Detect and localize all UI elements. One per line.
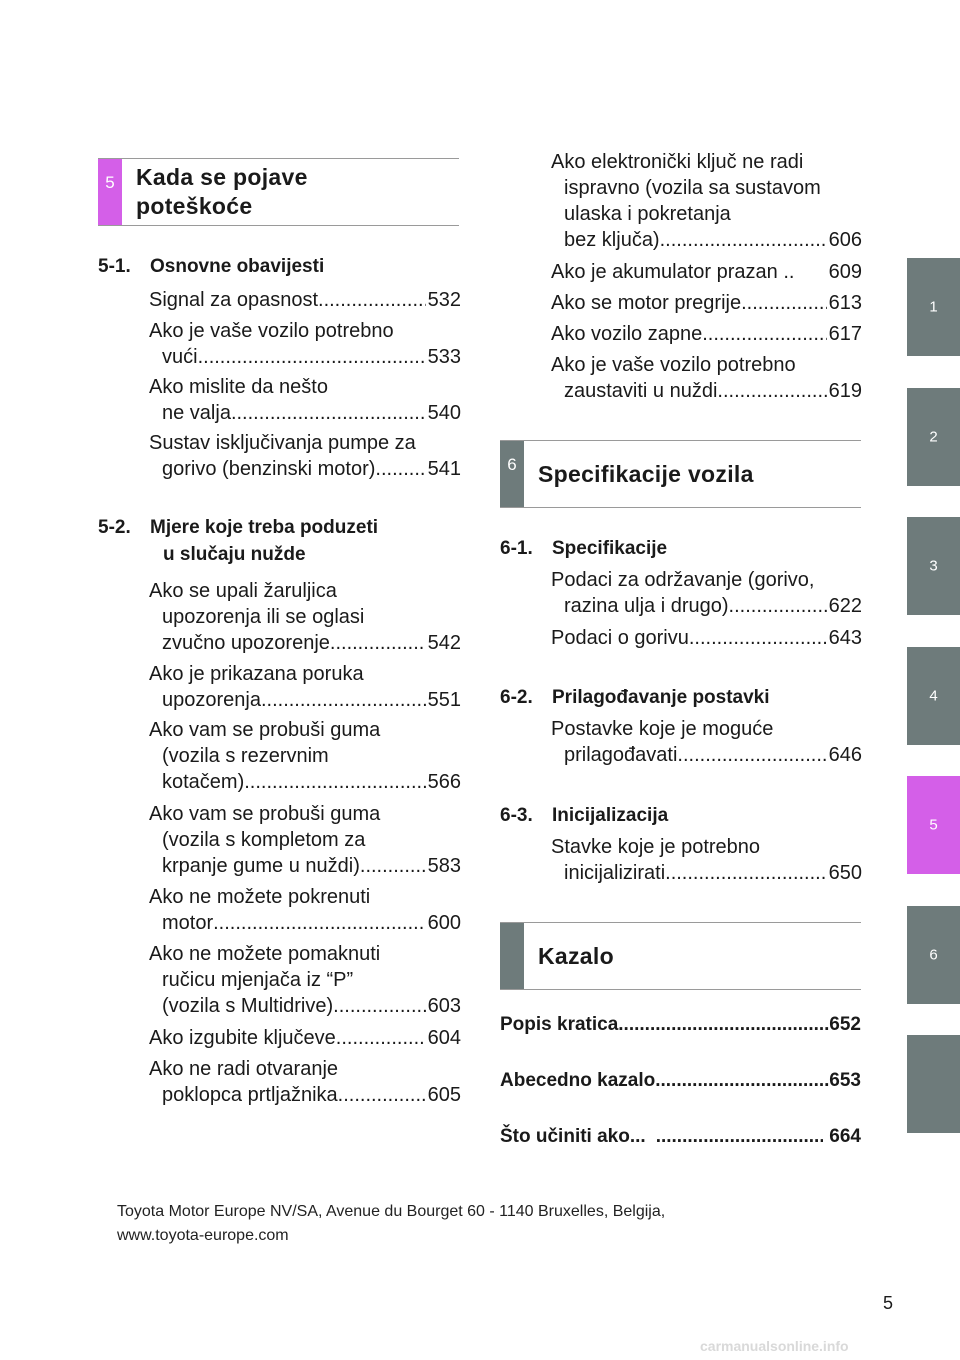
toc-entry[interactable]: Ako izgubite ključeve ..... 604 [149,1025,461,1051]
section-tab-4[interactable]: 4 [907,647,960,745]
page-ref: 609 [828,261,862,283]
toc-entry[interactable]: Ako je vaše vozilo potrebno zaustaviti u nuždi ..... 619 [551,352,862,404]
toc-entry[interactable]: Ako je vaše vozilo potrebno vući ..... 533 [149,318,461,370]
index-link-alphabetical[interactable]: Abecedno kazalo ..... 653 [500,1068,861,1094]
page-ref: 617 [828,323,862,345]
index-marker [500,923,524,989]
toc-entry[interactable]: Ako vam se probuši guma (vozila s rezervnim kotačem) ..... 566 [149,717,461,795]
page-ref: 532 [427,289,461,311]
publisher-url: www.toyota-europe.com [117,1227,289,1244]
page-ref: 566 [427,771,461,793]
section-tab-5[interactable]: 5 [907,776,960,874]
section-5-title: Kada se pojave poteškoće [136,164,308,219]
chapter-number: 6-1. [500,538,533,559]
section-6-header [500,440,861,508]
chapter-number: 5-2. [98,517,131,538]
chapter-number: 6-3. [500,805,533,826]
toc-entry[interactable]: Podaci o gorivu ..... 643 [551,625,862,651]
page-ref: 583 [427,855,461,877]
watermark: carmanualsonline.info [700,1338,849,1354]
section-tab-2[interactable]: 2 [907,388,960,486]
page-ref: 652 [829,1014,861,1035]
section-tab-6[interactable]: 6 [907,906,960,1004]
toc-entry[interactable]: Ako se upali žaruljica upozorenja ili se oglasi zvučno upozorenje... ..... 542 [149,578,461,656]
toc-entry[interactable]: Sustav isključivanja pumpe za gorivo (benzinski motor) ..... 541 [149,430,461,482]
page-ref: 664 [829,1126,861,1147]
page-ref: 541 [427,458,461,480]
toc-entry[interactable]: Ako je prikazana poruka upozorenja ..... 551 [149,661,461,713]
page-ref: 613 [828,292,862,314]
section-6-number: 6 [500,441,524,507]
publisher-footer [117,1200,665,1248]
index-link-what-to-do[interactable]: Što učiniti ako... ..... 664 [500,1124,861,1150]
chapter-number: 5-1. [98,256,131,277]
chapter-number: 6-2. [500,687,533,708]
page-ref: 643 [828,627,862,649]
toc-entry[interactable]: Podaci za održavanje (gorivo, razina ulja i drugo) ..... 622 [551,567,862,619]
section-tab-index[interactable] [907,1035,960,1133]
page-ref: 622 [828,595,862,617]
toc-entry[interactable]: Signal za opasnost ..... 532 [149,287,461,313]
toc-entry[interactable]: Ako mislite da nešto ne valja ..... 540 [149,374,461,426]
section-5-number: 5 [98,159,122,225]
page-ref: 542 [427,632,461,654]
page-ref: 605 [427,1084,461,1106]
page-ref: 540 [427,402,461,424]
chapter-title: Prilagođavanje postavki [552,687,770,708]
chapter-title: Mjere koje treba poduzeti u slučaju nužde [150,517,379,565]
index-header [500,922,861,990]
toc-entry[interactable]: Stavke koje je potrebno inicijalizirati ..... 650 [551,834,862,886]
toc-entry[interactable]: Ako ne možete pomaknuti ručicu mjenjača iz “P” (vozila s Multidrive) ..... 603 [149,941,461,1019]
page-ref: 646 [828,744,862,766]
publisher-address: Toyota Motor Europe NV/SA, Avenue du Bourget 60 - 1140 Bruxelles, Belgija, [117,1203,666,1220]
page-number: 5 [883,1293,894,1313]
chapter-5-2-heading [98,514,458,570]
page-ref: 606 [828,229,862,251]
page-ref: 653 [829,1070,861,1091]
section-tab-3[interactable]: 3 [907,517,960,615]
toc-entry[interactable]: Ako vam se probuši guma (vozila s kompletom za krpanje gume u nuždi) ..... 583 [149,801,461,879]
page-ref: 604 [427,1027,461,1049]
toc-entry[interactable]: Ako vozilo zapne ..... 617 [551,321,862,347]
page-ref: 533 [427,346,461,368]
page-ref: 650 [828,862,862,884]
section-tab-1[interactable]: 1 [907,258,960,356]
page-ref: 551 [427,689,461,711]
toc-entry[interactable]: Postavke koje je moguće prilagođavati ..... 646 [551,716,862,768]
section-6-title: Specifikacije vozila [538,460,754,487]
section-5-header [98,158,459,226]
chapter-title: Inicijalizacija [552,805,669,826]
index-link-abbreviations[interactable]: Popis kratica ..... 652 [500,1012,861,1038]
toc-entry[interactable]: Ako ne možete pokrenuti motor ..... 600 [149,884,461,936]
chapter-title: Osnovne obavijesti [150,256,325,277]
toc-entry[interactable]: Ako se motor pregrije ..... 613 [551,290,862,316]
page-ref: 619 [828,380,862,402]
toc-entry[interactable]: Ako ne radi otvaranje poklopca prtljažnika ..... 605 [149,1056,461,1108]
toc-entry[interactable]: Ako je akumulator prazan .. 609 [551,261,862,283]
page-ref: 603 [427,995,461,1017]
page-ref: 600 [427,912,461,934]
toc-entry[interactable]: Ako elektronički ključ ne radi ispravno (vozila sa sustavom ulaska i pokretanja bez ključa) ..... 606 [551,149,862,253]
chapter-title: Specifikacije [552,538,668,559]
index-title: Kazalo [538,942,614,969]
